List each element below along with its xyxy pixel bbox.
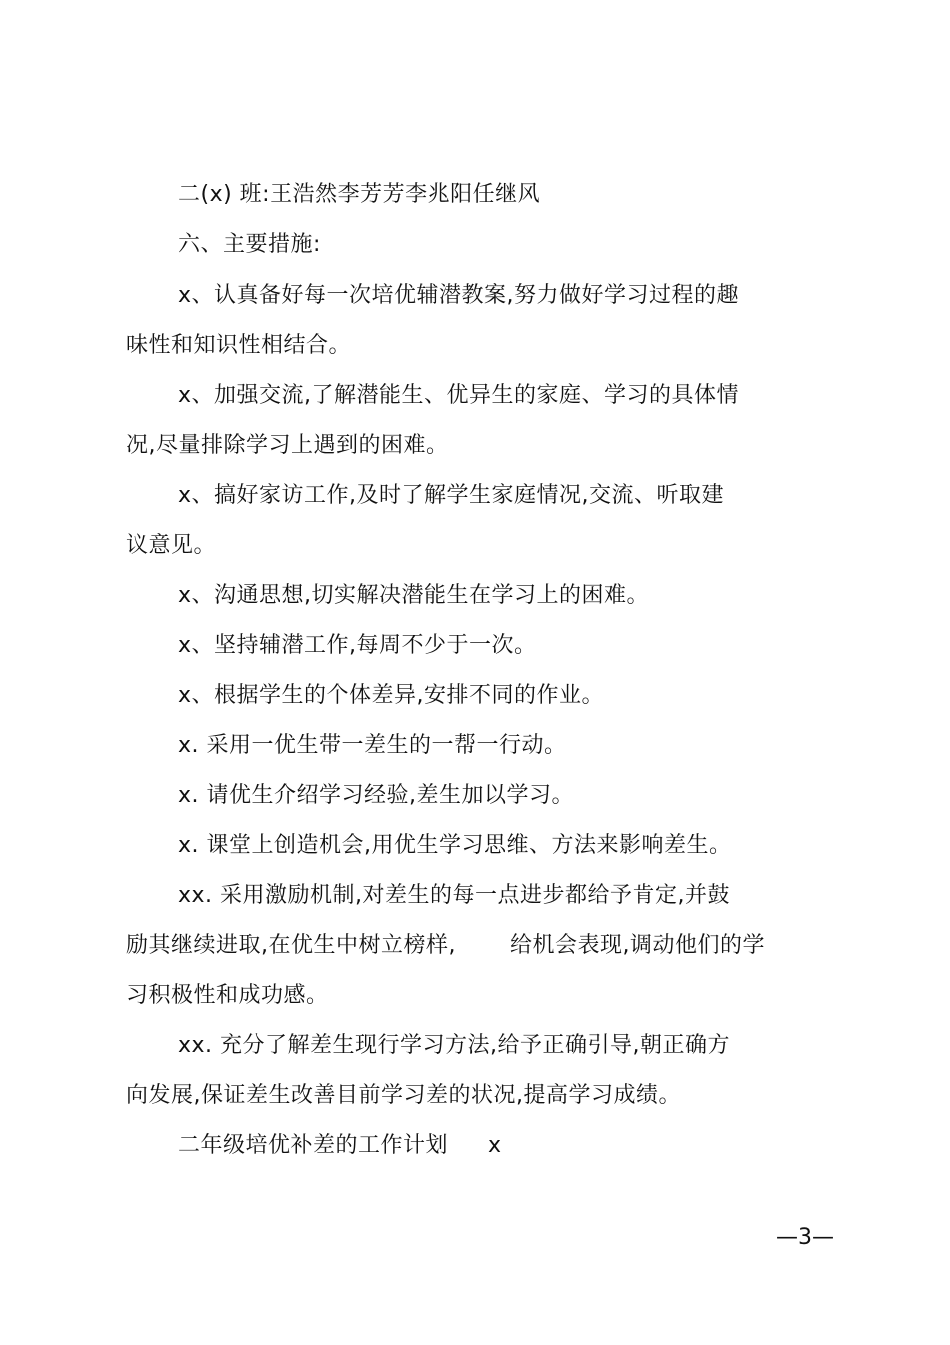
measure-3-line-1: x、搞好家访工作,及时了解学生家庭情况,交流、听取建 — [178, 483, 725, 508]
measure-10-line-2-part-1: 励其继续进取,在优生中树立榜样, — [126, 933, 456, 958]
measure-10-line-1: xx. 采用激励机制,对差生的每一点进步都给予肯定,并鼓 — [178, 883, 731, 908]
class-students-line: 二(x) 班:王浩然李芳芳李兆阳任继风 — [178, 182, 541, 207]
measure-7: x. 采用一优生带一差生的一帮一行动。 — [178, 733, 567, 758]
section-heading: 六、主要措施: — [178, 232, 321, 257]
measure-2-line-2: 况,尽量排除学习上遇到的困难。 — [126, 433, 449, 458]
measure-10-line-2 — [126, 931, 765, 961]
measure-9: x. 课堂上创造机会,用优生学习思维、方法来影响差生。 — [178, 833, 732, 858]
measure-11-line-1: xx. 充分了解差生现行学习方法,给予正确引导,朝正确方 — [178, 1033, 731, 1058]
footer-title: 二年级培优补差的工作计划 — [178, 1133, 449, 1158]
measure-4: x、沟通思想,切实解决潜能生在学习上的困难。 — [178, 583, 650, 608]
measure-1-line-1: x、认真备好每一次培优辅潜教案,努力做好学习过程的趣 — [178, 283, 740, 308]
footer-x: x — [488, 1133, 502, 1158]
measure-6: x、根据学生的个体差异,安排不同的作业。 — [178, 683, 605, 708]
measure-3-line-2: 议意见。 — [126, 533, 217, 558]
page-number: —3— — [776, 1225, 834, 1250]
measure-10-line-2-part-2: 给机会表现,调动他们的学 — [510, 933, 765, 958]
measure-1-line-2: 味性和知识性相结合。 — [126, 333, 352, 358]
measure-8: x. 请优生介绍学习经验,差生加以学习。 — [178, 783, 575, 808]
measure-2-line-1: x、加强交流,了解潜能生、优异生的家庭、学习的具体情 — [178, 383, 740, 408]
measure-10-line-3: 习积极性和成功感。 — [126, 983, 329, 1008]
measure-11-line-2: 向发展,保证差生改善目前学习差的状况,提高学习成绩。 — [126, 1083, 681, 1108]
footer-title-line — [178, 1131, 502, 1161]
measure-5: x、坚持辅潜工作,每周不少于一次。 — [178, 633, 537, 658]
